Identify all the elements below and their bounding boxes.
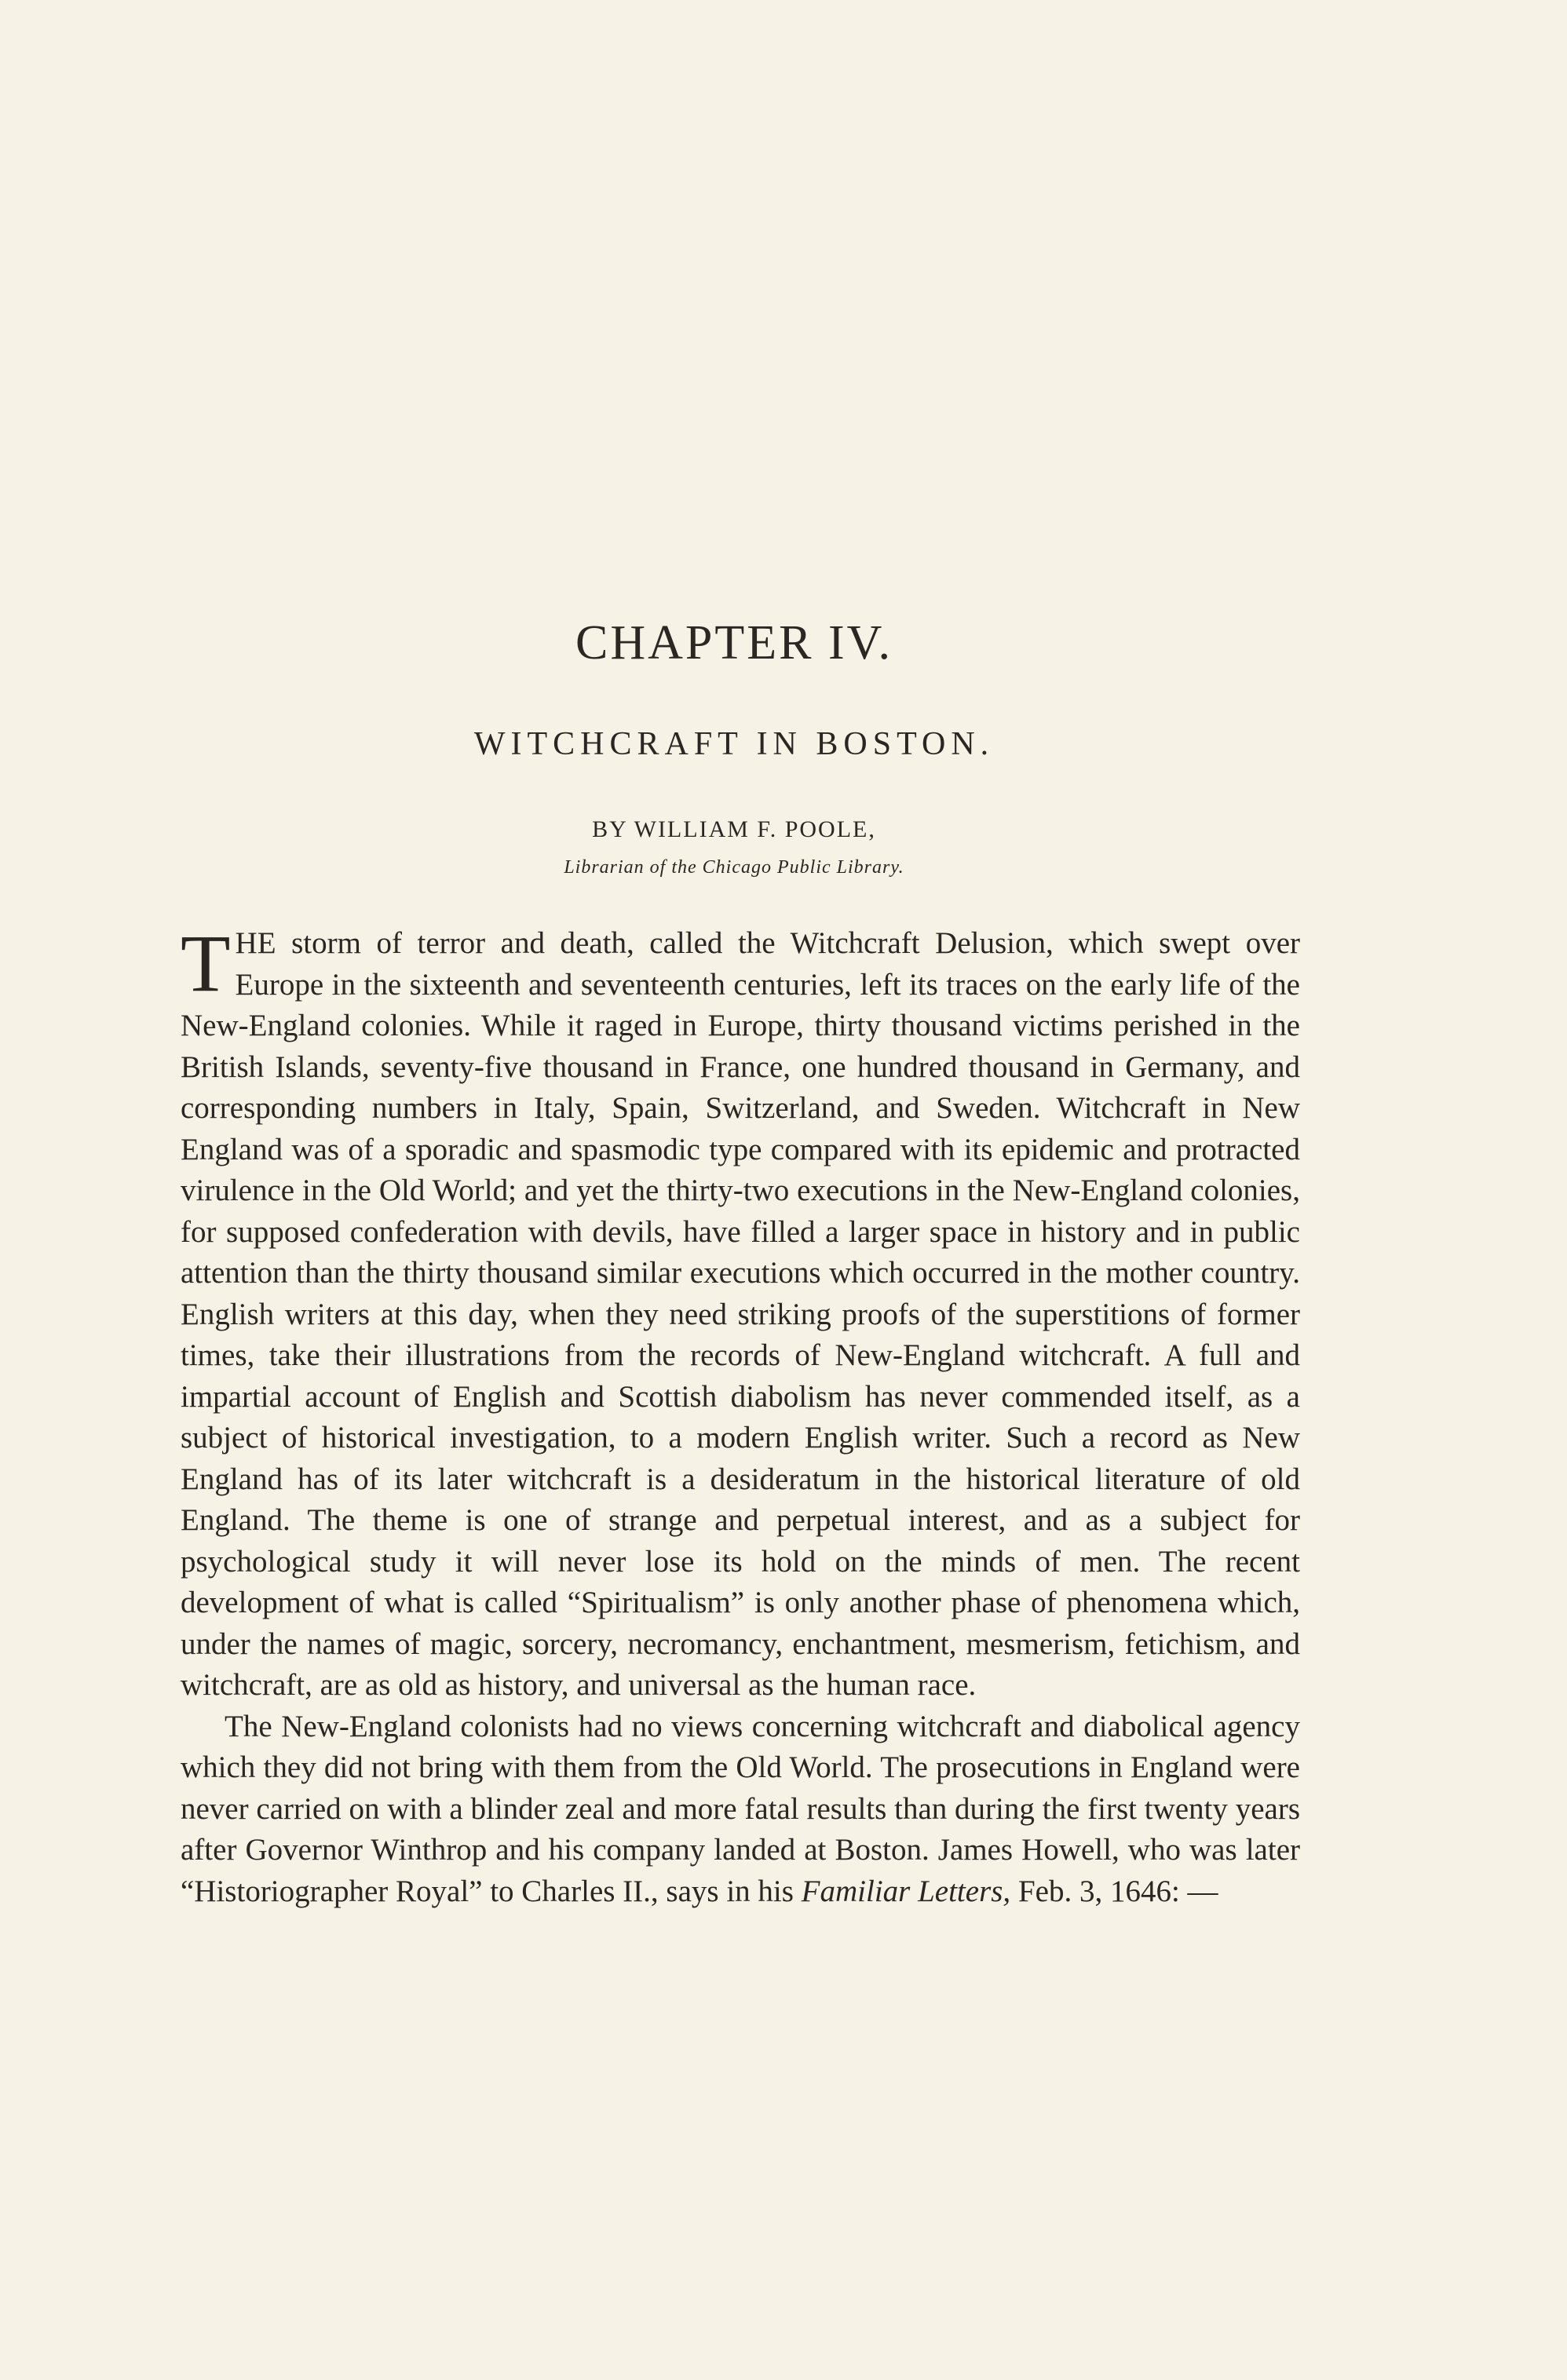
body-text	[181, 918, 1300, 1912]
paragraph-2	[181, 1707, 1300, 1913]
chapter-title: WITCHCRAFT IN BOSTON.	[473, 726, 995, 762]
paragraph-1	[181, 918, 1300, 1707]
paragraph-1-text: HE storm of terror and death, called the Witchcraft Delusion, which swept over Europe in the sixteenth and seventeenth centuries, left its traces on the early life of the New-England colonies. While it raged in Europe, thirty thousand victims perished in the British Islands, seventy-five thousand in France, one hundred thousand in Germany, and corresponding numbers in Italy, Spain, Switzerland, and Sweden. Witchcraft in New England was of a sporadic and spasmodic type compared with its epidemic and protracted virulence in the Old World; and yet the thirty-two executions in the New-England colonies, for supposed confederation with devils, have filled a larger space in history and in public attention than the thirty thousand similar executions which occurred in the mother country. English writers at this day, when they need striking proofs of the superstitions of former times, take their illustrations from the records of New-England witchcraft. A full and impartial account of English and Scottish diabolism has never commended itself, as a subject of historical investigation, to a modern English writer. Such a record as New England has of its later witchcraft is a desideratum in the historical literature of old England. The theme is one of strange and perpetual interest, and as a subject for psychological study it will never lose its hold on the minds of men. The recent development of what is called “Spiritualism” is only another phase of phenomena which, under the names of magic, sorcery, necromancy, enchantment, mesmerism, fetichism, and witchcraft, are as old as history, and universal as the human race.	[181, 926, 1300, 1702]
author-affiliation: Librarian of the Chicago Public Library.	[564, 857, 904, 878]
author-byline: BY WILLIAM F. POOLE,	[592, 816, 876, 842]
paragraph-2-text-before: The New-England colonists had no views concerning witchcraft and diabolical agency which they did not bring with them from the Old World. The prosecutions in England were never carried on with a blinder zeal and more fatal results than during the first twenty years after Governor Winthrop and his company landed at Boston. James Howell, who was later “Historiographer Royal” to Charles II., says in his	[181, 1709, 1300, 1908]
chapter-heading: CHAPTER IV.	[575, 616, 893, 670]
drop-cap: T	[181, 918, 231, 1009]
book-title-familiar-letters: Familiar Letters,	[801, 1874, 1011, 1908]
paragraph-2-text-after: Feb. 3, 1646: —	[1010, 1874, 1218, 1908]
